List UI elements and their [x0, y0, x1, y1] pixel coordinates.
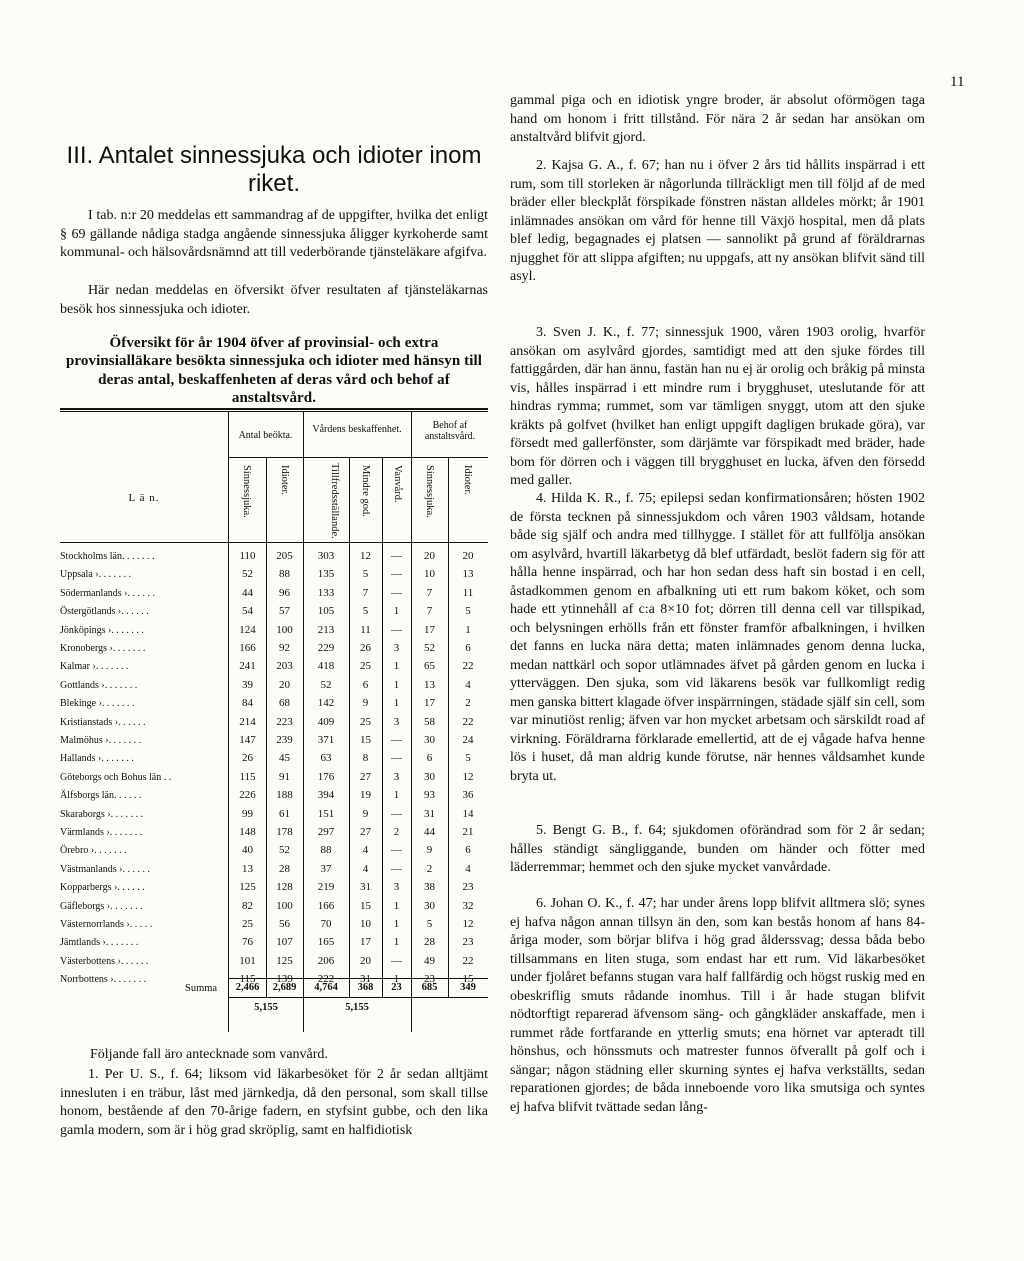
table-cell: 394 [317, 789, 335, 802]
table-cell: 9 [362, 807, 369, 820]
table-row [60, 622, 488, 640]
intro-paragraph-1: I tab. n:r 20 meddelas ett sammandrag af de uppgifter, hvilka det enligt § 69 gällande nådiga stadga angående sinnessjuka åligger kyrkoherde samt kommunal- och hälsovårdsnämnd att till vederbörande tjänsteläkare afgifva. [60, 208, 488, 260]
table-cell: 203 [276, 660, 293, 673]
table-cell: 3 [393, 881, 400, 894]
lan-name: Kopparbergs ›. . . . . . [60, 882, 145, 894]
table-cell: 1 [393, 918, 400, 930]
lan-name: Uppsala ›. . . . . . . [60, 569, 132, 581]
lan-name: Östergötlands ›. . . . . . [60, 606, 149, 618]
lan-header: L ä n. [128, 492, 160, 504]
table-cell: 4 [465, 678, 471, 691]
table-cell: 1 [393, 936, 400, 949]
table-cell: 52 [424, 642, 435, 654]
table-cell: 24 [462, 734, 474, 746]
table-cell: — [391, 862, 402, 875]
table-cell: — [391, 568, 402, 581]
case-3-paragraph: 3. Sven J. K., f. 77; sinnessjuk 1900, våren 1903 orolig, hvarför ansökan om asylvård gjordes, samtidigt med att den sjuke fördes till fattiggården, där han ännu, fastän han nu ej är orolig och bråkig på minsta vis, hålles inspärrad i ett mindre rum i brygghuset, uteslutande för att hindras rymma; rummet, som var tämligen snyggt, utom att den sjuke kräkts på golfvet (hvilket han enligt uppgift dagligen brukade göra), var försedt med gallerfönster, som därjämte var förspikadt med bräder, hade bom för dörren och i väggen till brygghuset en lucka, äfven den försedd med galler. [510, 325, 925, 488]
lan-name: Malmöhus ›. . . . . . . [60, 735, 142, 746]
table-cell: 124 [239, 623, 256, 636]
table-top-rule [60, 408, 488, 410]
lan-name: Kristianstads ›. . . . . . [60, 716, 146, 728]
summa-cell: 2,466 [235, 982, 260, 993]
table-cell: 25 [360, 715, 371, 728]
table-cell: 1 [393, 973, 400, 986]
table-cell: 88 [279, 568, 290, 581]
lan-name: Gäfleborgs ›. . . . . . . [60, 900, 143, 912]
summa-bottom-rule [228, 997, 488, 998]
table-cell: 135 [317, 568, 335, 581]
header-bottom-rule [60, 542, 488, 543]
table-cell: 31 [360, 973, 371, 986]
table-row [60, 548, 488, 566]
table-cell: 133 [317, 586, 335, 599]
table-row [60, 566, 488, 584]
table-cell: 115 [239, 770, 256, 783]
table-cell: 214 [239, 715, 256, 728]
table-top-rule-thin [60, 411, 488, 412]
table-cell: 5 [362, 568, 369, 581]
table-cell: 31 [424, 807, 435, 820]
grand-total-varden: 5,155 [345, 1002, 369, 1013]
table-cell: 23 [424, 973, 435, 986]
table-cell: 52 [320, 678, 332, 691]
table-cell: 125 [276, 954, 293, 967]
table-cell: 27 [360, 770, 371, 783]
table-cell: 61 [279, 807, 290, 820]
table-cell: 26 [360, 642, 371, 654]
table-cell: 37 [320, 862, 332, 875]
lan-name: Västmanlands ›. . . . . . [60, 863, 150, 875]
table-cell: 17 [424, 697, 435, 710]
table-cell: 12 [462, 918, 474, 930]
table-cell: 23 [462, 881, 474, 894]
table-cell: 11 [462, 586, 474, 599]
summa-cell: 2,689 [272, 982, 297, 993]
table-cell: 4 [362, 862, 369, 875]
table-cell: 101 [239, 954, 256, 967]
table-row [60, 953, 488, 971]
table-cell: 70 [320, 918, 332, 930]
table-cell: — [391, 807, 402, 820]
table-cell: 7 [426, 586, 433, 599]
table-cell: 371 [317, 734, 335, 746]
table-cell: 15 [360, 899, 371, 912]
table-cell: 28 [279, 862, 290, 875]
table-cell: 9 [362, 697, 369, 710]
table-cell: 110 [239, 550, 256, 562]
table-cell: 3 [393, 642, 400, 654]
summa-cell: 23 [391, 982, 402, 993]
summa-label: Summa [185, 983, 218, 994]
lan-name: Jönköpings ›. . . . . . . [60, 624, 144, 636]
table-cell: 32 [462, 899, 474, 912]
col-header-tillfredsstallande: Tillfredsställande. [329, 463, 340, 539]
table-cell: 166 [317, 899, 335, 912]
page-number: 11 [950, 74, 965, 90]
table-cell: — [391, 844, 402, 857]
lan-name: Gottlands ›. . . . . . . [60, 679, 138, 691]
col-header-behof-idioter: Idioter. [462, 465, 473, 496]
table-cell: 5 [426, 918, 433, 930]
table-cell: 30 [424, 899, 435, 912]
table-cell: 188 [276, 789, 293, 802]
table-row [60, 714, 488, 732]
lan-name: Värmlands ›. . . . . . . [60, 827, 143, 838]
table-cell: 223 [276, 715, 293, 728]
table-cell: 100 [276, 899, 293, 912]
table-cell: 139 [276, 973, 293, 986]
intro-paragraph-2: Här nedan meddelas en öfversikt öfver resultaten af tjänsteläkarnas besök hos sinnessjuka och idioter. [60, 283, 488, 317]
table-cell: 226 [239, 789, 256, 802]
table-cell: 176 [317, 770, 335, 783]
grand-total-antal: 5,155 [254, 1002, 278, 1013]
following-heading: Följande fall äro antecknade som vanvård. [90, 1047, 328, 1062]
table-cell: 84 [242, 697, 253, 710]
table-cell: 142 [317, 697, 335, 710]
table-cell: 7 [362, 586, 369, 599]
table-cell: — [391, 752, 402, 765]
table-cell: 151 [317, 807, 335, 820]
table-cell: 88 [320, 844, 332, 857]
table-cell: 27 [360, 826, 371, 838]
table-row [60, 640, 488, 658]
table-cell: 418 [317, 660, 335, 673]
table-title: Öfversikt för år 1904 öfver af provinsial- och extra provinsialläkare besökta sinnessjuka och idioter med hänsyn till deras antal, beskaffenheten af deras vård och behof af anstaltsvård. [65, 335, 483, 407]
lan-name: Södermanlands ›. . . . . . [60, 587, 155, 599]
table-cell: 28 [424, 936, 435, 949]
table-row [60, 934, 488, 952]
table-cell: 19 [360, 789, 371, 802]
table-row [60, 695, 488, 713]
table-row [60, 677, 488, 695]
table-cell: 229 [317, 642, 335, 654]
table-row [60, 916, 488, 934]
table-cell: 1 [393, 697, 400, 710]
table-cell: 1 [393, 899, 400, 912]
table-cell: 6 [465, 642, 471, 654]
group-header-varden: Vårdens beskaffenhet. [312, 424, 402, 435]
table-cell: 4 [465, 862, 471, 875]
case-2-paragraph: 2. Kajsa G. A., f. 67; han nu i öfver 2 års tid hållits inspärrad i ett rum, som till storleken är någorlunda tillräckligt men till följd af de med bräder eller bleckplåt förspikade fönstren nästan alldeles mörkt; år 1901 inlämnades ansökan om vård för henne till Växjö hospital, men då plats blef ledig, begagnades ej platsen — sannolikt på grund af föräldrarnas njugghet för att slippa afgiften; nu uppgafs, att ny ansökan blifvit sänd till asyl. [510, 158, 925, 284]
table-cell: 13 [424, 678, 435, 691]
table-cell: 20 [279, 678, 290, 691]
col-header-mindre-god: Mindre god. [360, 465, 371, 517]
table-cell: 10 [424, 568, 435, 581]
case-1-paragraph: 1. Per U. S., f. 64; liksom vid läkarbesöket för 2 år sedan alltjämt innesluten i en träbur, låst med järnkedja, då den personal, som skall tillse honom, bestående af den 70-årige fadern, en styfsint gubbe, och den lika gamla modern, som är i hög grad skröplig, samt en halfidiotisk [60, 1067, 488, 1138]
table-cell: 5 [362, 605, 369, 618]
table-cell: 68 [279, 697, 290, 710]
table-cell: 20 [424, 550, 435, 562]
table-cell: 4 [362, 844, 369, 857]
group-rule-behof [411, 457, 488, 458]
table-cell: 31 [360, 881, 371, 894]
table-cell: 3 [393, 715, 400, 728]
table-cell: 105 [317, 605, 335, 618]
table-cell: 91 [279, 770, 290, 783]
table-cell: 107 [276, 936, 293, 949]
lan-name: Blekinge ›. . . . . . . [60, 698, 135, 710]
summa-cell: 4,764 [314, 982, 338, 993]
table-cell: 14 [462, 807, 474, 820]
table-cell: 241 [239, 660, 256, 673]
lan-name: Jämtlands ›. . . . . . . [60, 937, 139, 949]
summa-cell: 349 [460, 982, 476, 993]
table-cell: 148 [239, 826, 256, 838]
table-cell: 26 [242, 752, 253, 765]
table-cell: 10 [360, 918, 371, 930]
table-cell: 17 [360, 936, 371, 949]
table-cell: 165 [317, 936, 335, 949]
table-cell: 23 [462, 936, 474, 949]
table-cell: 303 [317, 550, 335, 562]
table-cell: 8 [362, 752, 369, 765]
table-row [60, 824, 488, 842]
lan-name: Skaraborgs ›. . . . . . . [60, 808, 144, 820]
table-cell: 205 [276, 550, 293, 562]
table-cell: 297 [317, 826, 335, 838]
table-cell: 96 [279, 586, 290, 599]
table-cell: 219 [317, 881, 335, 894]
table-cell: 36 [462, 789, 474, 802]
table-cell: 22 [462, 715, 474, 728]
table-cell: 52 [242, 568, 253, 581]
summa-cell: 685 [421, 982, 438, 993]
table-cell: 6 [426, 752, 433, 765]
table-cell: 93 [424, 789, 435, 802]
lan-name: Örebro ›. . . . . . . [60, 845, 127, 857]
summa-cell: 368 [357, 982, 374, 993]
col-header-behof-sinnessjuka: Sinnessjuka. [424, 465, 435, 518]
table-cell: 206 [317, 954, 335, 967]
table-row [60, 861, 488, 879]
table-cell: 2 [426, 862, 433, 875]
table-cell: 1 [393, 789, 400, 802]
group-header-behof: Behof af anstaltsvård. [424, 420, 476, 442]
table-cell: 13 [242, 862, 253, 875]
table-cell: 15 [462, 973, 474, 986]
table-cell: 1 [393, 678, 400, 691]
col-header-sinnessjuka: Sinnessjuka. [241, 465, 252, 518]
table-cell: — [391, 954, 402, 967]
group-header-antal: Antal beökta. [238, 430, 293, 441]
table-cell: 56 [279, 918, 290, 930]
table-row [60, 769, 488, 787]
table-cell: 30 [424, 770, 435, 783]
lan-name: Norrbottens ›. . . . . . . [60, 974, 147, 986]
table-cell: 52 [279, 844, 290, 857]
table-cell: 82 [242, 899, 253, 912]
table-cell: 12 [360, 550, 371, 562]
table-cell: 6 [362, 678, 369, 691]
table-cell: 15 [360, 734, 371, 746]
table-cell: 58 [424, 715, 435, 728]
table-cell: 22 [462, 660, 474, 673]
table-cell: — [391, 623, 402, 636]
table-cell: 54 [242, 605, 253, 618]
table-cell: 76 [242, 936, 253, 949]
table-cell: 178 [276, 826, 293, 838]
col-header-vanvard: Vanvård. [392, 465, 403, 503]
table-cell: 12 [462, 770, 474, 783]
table-cell: 63 [320, 752, 332, 765]
table-cell: 39 [242, 678, 253, 691]
table-cell: 2 [393, 826, 400, 838]
table-cell: 38 [424, 881, 435, 894]
table-cell: — [391, 550, 402, 562]
table-cell: 44 [242, 586, 253, 599]
table-cell: 11 [360, 623, 371, 636]
table-cell: — [391, 734, 402, 746]
table-cell: 45 [279, 752, 290, 765]
table-cell: 99 [242, 807, 253, 820]
table-cell: 5 [465, 605, 471, 618]
table-row [60, 842, 488, 860]
table-row [60, 879, 488, 897]
col-header-idioter: Idioter. [279, 465, 290, 496]
table-row [60, 806, 488, 824]
table-cell: 20 [360, 954, 371, 967]
table-cell: 409 [317, 715, 335, 728]
case-6-paragraph: 6. Johan O. K., f. 47; har under årens lopp blifvit alltmera slö; synes ej hafva någon annan tillsyn än den, som kan bestås honom af hans 84-åriga moder, som börjar blifva i hög grad ålderssvag; dessa båda bebo tillsammans en liten stuga, som endast har ett rum. Vid läkarbesöket under fjolåret befanns stugan vara half fallfärdig och högst ruskig med en obeskriflig smuts rådande inomhus. Till i år hade stugan blifvit nödtorftigt reparerad äfvensom säng- och gångkläder anskaffade, men i rummet råde fortfarande en ytterlig smuts; ena hörnet var apteradt till hönshus, och hönssmuts och matrester funnos öfverallt på golf och i sängar; någon städning eller skurning syntes ej hafva verkställts, sedan reparationen gjordes; de båda inneboende voro lika smutsiga och syntes ej hafva blifvit tvättade sedan lång- [510, 896, 925, 1115]
lan-name: Kronobergs ›. . . . . . . [60, 643, 146, 654]
table-cell: 1 [465, 623, 471, 636]
table-cell: 49 [424, 954, 435, 967]
right-paragraph-1: gammal piga och en idiotisk yngre broder, är absolut oförmögen taga hand om honom i fritt tillstånd. För nära 2 år sedan har ansökan om anstaltvård blifvit gjord. [510, 93, 925, 145]
table-cell: 3 [393, 770, 400, 783]
table-cell: 17 [424, 623, 435, 636]
table-cell: 128 [276, 881, 293, 894]
table-cell: 100 [276, 623, 293, 636]
lan-name: Västernorrlands ›. . . . . [60, 919, 153, 930]
lan-name: Västerbottens ›. . . . . . [60, 955, 149, 967]
table-cell: — [391, 586, 402, 599]
table-cell: 25 [242, 918, 253, 930]
table-row [60, 603, 488, 621]
table-cell: 44 [424, 826, 435, 838]
table-cell: 239 [276, 734, 293, 746]
table-cell: 166 [239, 642, 256, 654]
table-cell: 6 [465, 844, 471, 857]
table-cell: 1 [393, 660, 400, 673]
table-cell: 7 [426, 605, 433, 618]
lan-name: Hallands ›. . . . . . . [60, 753, 134, 765]
table-cell: 1 [393, 605, 400, 618]
table-cell: 5 [465, 752, 471, 765]
table-cell: 22 [462, 954, 474, 967]
table-cell: 2 [465, 697, 471, 710]
table-cell: 21 [462, 826, 474, 838]
table-cell: 115 [239, 973, 256, 986]
lan-name: Stockholms län. . . . . . . [60, 551, 155, 562]
table-row [60, 658, 488, 676]
case-4-paragraph: 4. Hilda K. R., f. 75; epilepsi sedan konfirmationsåren; hösten 1902 de första tecknen på sinnessjukdom och våren 1903 våldsam, hotande både sig själf och andra med tillhygge. I stället för att fullfölja ansökan om asylvård, hvartill läkarbetyg då blef utfärdadt, beslöt fadern sig för att hålla henne inspärrad, och har hon sedan dess haft sin bostad i en cell, åstadkommen genom en afbalkning uti ett rum bakom köket, och som hade ett ytinnehåll af c:a 8×10 fot; dörren till denna cell var tillspikad, och belysningen erhölls från ett fönster framför afbalkningen, i hvilken det fanns en lucka nära detta; maten inlämnades genom denna lucka, medan nattkärl och sopor utlämnades äfvet på gården genom en lucka i ytterväggen. Den sjuka, som vid läkarens besök var fullkomligt redig men ganska bittert klagade öfver inspärrningen, städade själf sin cell, som var minutiöst renlig; äfven var hon mycket arbetsam och särskildt road af virkning. Föräldrarna förklarade emellertid, att de ej vågade hafva henne lös i huset, då man aldrig kunde förutse, när hennes våldsamhet kunde bryta ut. [510, 491, 925, 784]
table-cell: 213 [317, 623, 335, 636]
table-cell: 147 [239, 734, 256, 746]
section-title: III. Antalet sinnessjuka och idioter inom riket. [66, 142, 482, 197]
table-cell: 30 [424, 734, 435, 746]
table-row [60, 787, 488, 805]
table-row [60, 898, 488, 916]
table-cell: 25 [360, 660, 371, 673]
table-cell: 222 [317, 973, 335, 986]
table-cell: 125 [239, 881, 256, 894]
table-row [60, 732, 488, 750]
group-rule-varden [303, 457, 411, 458]
table-row [60, 585, 488, 603]
lan-name: Göteborgs och Bohus län . . [60, 771, 172, 783]
lan-name: Kalmar ›. . . . . . . [60, 661, 129, 673]
table-cell: 92 [279, 642, 290, 654]
table-row [60, 750, 488, 768]
case-5-paragraph: 5. Bengt G. B., f. 64; sjukdomen oförändrad som för 2 år sedan; hålles ständigt sängliggande, bunden om händer och fötter med läderremmar; hemmet och den sjuke mycket vanvårdade. [510, 823, 925, 875]
table-cell: 9 [426, 844, 433, 857]
table-cell: 13 [462, 568, 474, 581]
table-cell: 20 [462, 550, 474, 562]
table-cell: 57 [279, 605, 290, 618]
lan-name: Älfsborgs län. . . . . . [60, 790, 142, 802]
table-cell: 40 [242, 844, 253, 857]
table-cell: 65 [424, 660, 435, 673]
